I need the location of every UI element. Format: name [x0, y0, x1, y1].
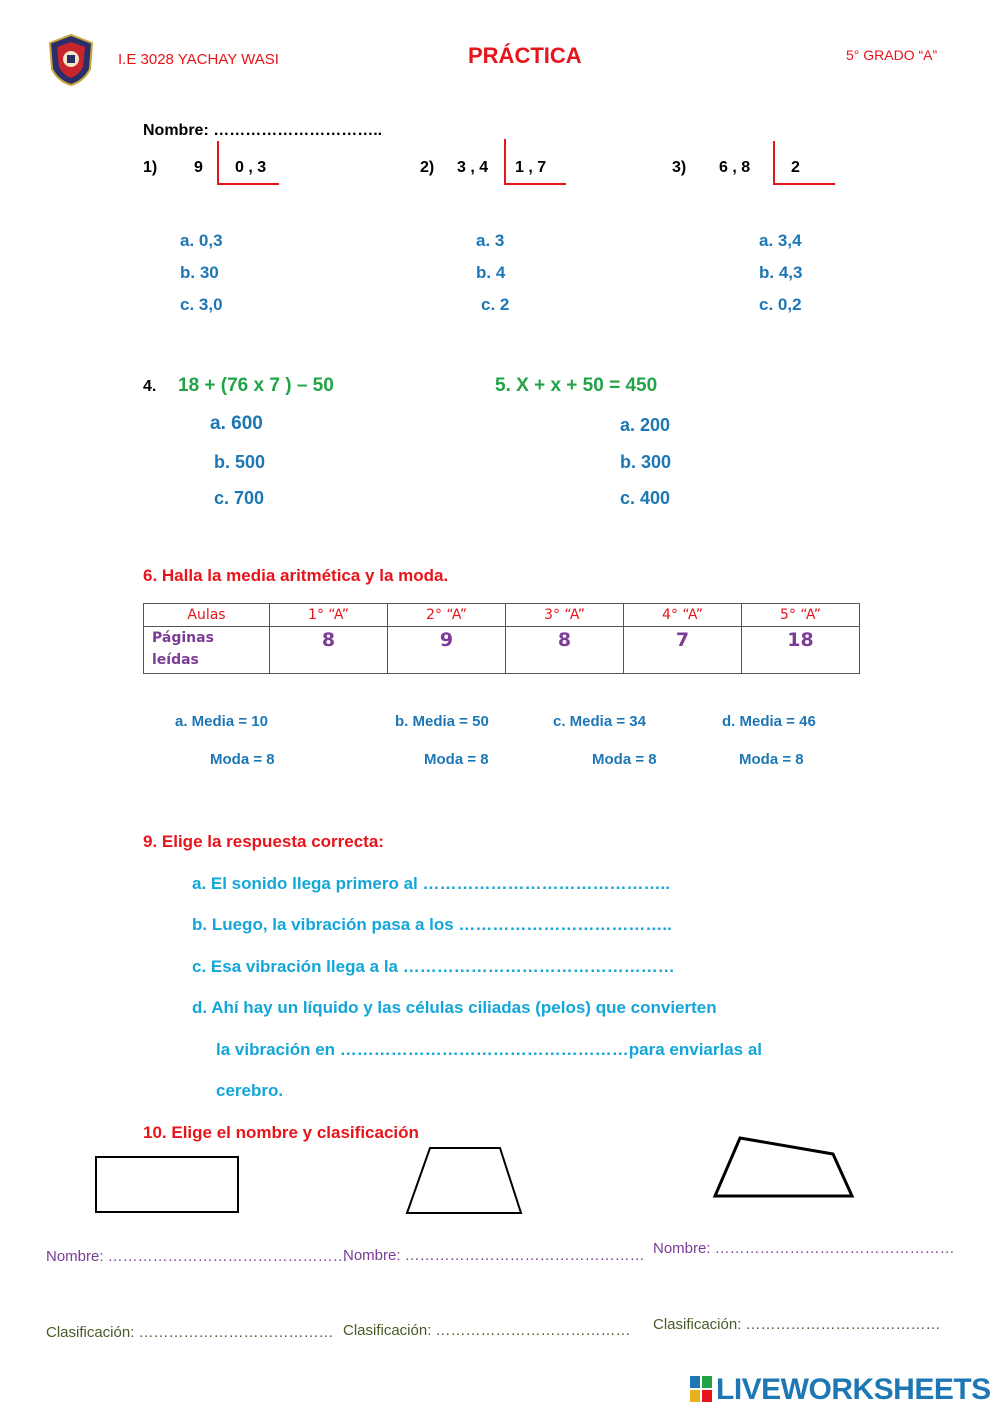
pages-read-label: Páginas leídas — [152, 630, 214, 668]
q9-title: 9. Elige la respuesta correcta: — [143, 832, 384, 851]
q2-divisor: 1 , 7 — [515, 159, 547, 176]
q4-option-a[interactable]: a. 600 — [210, 413, 263, 434]
q2-division-bracket-v — [504, 139, 506, 185]
q6-option-c-moda[interactable]: Moda = 8 — [592, 751, 657, 768]
q3-division-bracket-v — [773, 141, 775, 185]
q3-option-a[interactable]: a. 3,4 — [759, 231, 802, 250]
logo-block — [702, 1376, 712, 1388]
page-title: PRÁCTICA — [468, 43, 582, 68]
table-header-col: 2° “A” — [388, 604, 506, 627]
q3-option-c[interactable]: c. 0,2 — [759, 295, 802, 314]
table-cell: 8 — [270, 627, 388, 674]
q6-option-b-media[interactable]: b. Media = 50 — [395, 713, 489, 730]
table-header-col: 5° “A” — [742, 604, 860, 627]
grade-label: 5° GRADO “A” — [846, 47, 938, 63]
shape-2-name-field[interactable]: Nombre: ………………………………………… — [343, 1247, 645, 1264]
q1-option-c[interactable]: c. 3,0 — [180, 295, 223, 314]
q2-option-a[interactable]: a. 3 — [476, 231, 505, 250]
q6-option-a-media[interactable]: a. Media = 10 — [175, 713, 268, 730]
q9-line-d: d. Ahí hay un líquido y las células ciliadas (pelos) que convierten — [192, 998, 717, 1017]
shape-1-name-field[interactable]: Nombre: ………………………………………… — [46, 1248, 348, 1265]
table-header-row — [144, 604, 860, 627]
crest-icon — [46, 33, 96, 87]
table-header-aulas: Aulas — [144, 604, 270, 627]
school-name: I.E 3028 YACHAY WASI — [118, 51, 279, 68]
q2-option-b[interactable]: b. 4 — [476, 263, 506, 282]
q9-line-d-end: cerebro. — [216, 1081, 284, 1100]
table-cell: 9 — [388, 627, 506, 674]
q9-line-d-cont[interactable]: la vibración en ……………………………………………para enviarlas al — [216, 1040, 763, 1059]
shape-1-classification-field[interactable]: Clasificación: ………………………………… — [46, 1324, 334, 1341]
table-cell: 7 — [624, 627, 742, 674]
q5-option-b[interactable]: b. 300 — [620, 452, 672, 472]
shape-2-classification-field[interactable]: Clasificación: ………………………………… — [343, 1322, 631, 1339]
q5-option-c[interactable]: c. 400 — [620, 488, 671, 508]
q1-division-bracket-v — [217, 141, 219, 185]
q4-expression: 18 + (76 x 7 ) – 50 — [178, 375, 334, 396]
q3-division-bracket-h — [773, 183, 835, 185]
irregular-quadrilateral-shape — [712, 1135, 856, 1200]
q1-divisor: 0 , 3 — [235, 159, 267, 176]
live-blocks-icon — [690, 1376, 712, 1402]
q10-title: 10. Elige el nombre y clasificación — [143, 1123, 419, 1142]
q5-option-a[interactable]: a. 200 — [620, 415, 671, 435]
q2-number: 2) — [420, 159, 435, 176]
table-header-col: 4° “A” — [624, 604, 742, 627]
liveworksheets-logo[interactable] — [690, 1369, 990, 1409]
q1-option-b[interactable]: b. 30 — [180, 263, 219, 282]
logo-letter-l — [690, 1376, 700, 1388]
q4-option-c[interactable]: c. 700 — [214, 488, 265, 508]
q1-number: 1) — [143, 159, 158, 176]
q3-divisor: 2 — [791, 159, 800, 176]
shape-3-classification-field[interactable]: Clasificación: ………………………………… — [653, 1316, 941, 1333]
q4-number: 4. — [143, 378, 157, 395]
q9-line-a[interactable]: a. El sonido llega primero al …………………………………….. — [192, 874, 670, 893]
q2-division-bracket-h — [504, 183, 566, 185]
q1-option-a[interactable]: a. 0,3 — [180, 231, 223, 250]
q5-expression: 5. X + x + 50 = 450 — [495, 375, 658, 396]
rectangle-shape — [94, 1155, 240, 1215]
q2-option-c[interactable]: c. 2 — [481, 295, 510, 314]
table-row-label — [144, 627, 270, 674]
q6-option-a-moda[interactable]: Moda = 8 — [210, 751, 275, 768]
trapezoid-shape — [404, 1146, 524, 1216]
logo-block — [702, 1390, 712, 1402]
q6-option-b-moda[interactable]: Moda = 8 — [424, 751, 489, 768]
q3-option-b[interactable]: b. 4,3 — [759, 263, 803, 282]
table-cell: 8 — [506, 627, 624, 674]
table-header-col: 3° “A” — [506, 604, 624, 627]
table-header-col: 1° “A” — [270, 604, 388, 627]
logo-block — [690, 1390, 700, 1402]
q6-option-d-moda[interactable]: Moda = 8 — [739, 751, 804, 768]
school-crest — [46, 33, 96, 87]
q1-division-bracket-h — [217, 183, 279, 185]
q4-option-b[interactable]: b. 500 — [214, 452, 266, 472]
q3-number: 3) — [672, 159, 687, 176]
pages-read-table — [143, 603, 860, 674]
student-name-line[interactable]: Nombre: ………………………….. — [143, 122, 383, 139]
q6-option-d-media[interactable]: d. Media = 46 — [722, 713, 816, 730]
liveworksheets-wordmark: LIVEWORKSHEETS — [716, 1373, 991, 1406]
q1-dividend: 9 — [194, 159, 203, 176]
q9-line-b[interactable]: b. Luego, la vibración pasa a los ……………………………….. — [192, 915, 672, 934]
q3-dividend: 6 , 8 — [719, 159, 751, 176]
q6-option-c-media[interactable]: c. Media = 34 — [553, 713, 646, 730]
q9-line-c[interactable]: c. Esa vibración llega a la ………………………………………… — [192, 957, 675, 976]
q2-dividend: 3 , 4 — [457, 159, 489, 176]
table-cell: 18 — [742, 627, 860, 674]
shape-3-name-field[interactable]: Nombre: ………………………………………… — [653, 1240, 955, 1257]
table-row — [144, 627, 860, 674]
q6-title: 6. Halla la media aritmética y la moda. — [143, 566, 449, 585]
